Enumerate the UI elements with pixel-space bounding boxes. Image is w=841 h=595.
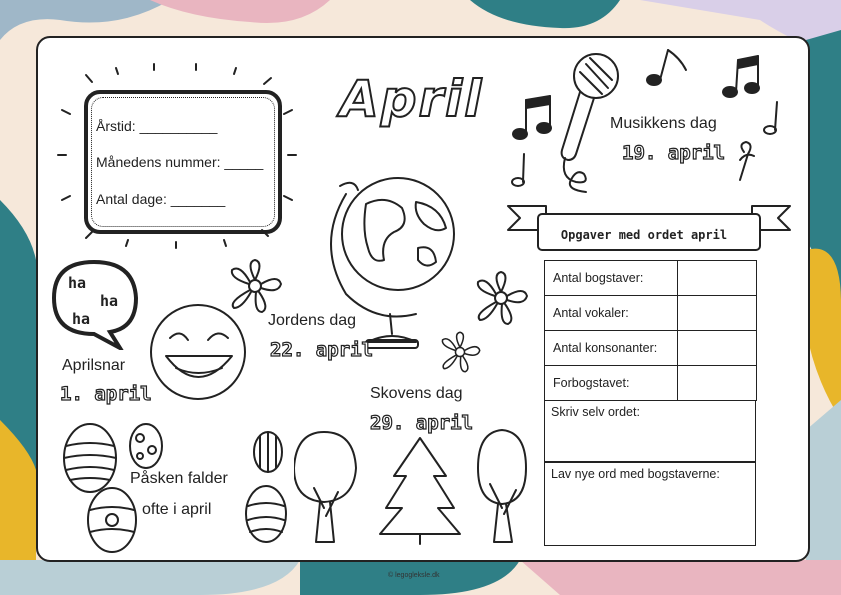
table-row (545, 366, 757, 401)
forest-day-label: Skovens dag (370, 385, 463, 402)
music-day-date: 19. april (622, 142, 725, 164)
easter-label-line1: Påsken falder (130, 470, 228, 487)
easter-label-line2: ofte i april (142, 501, 212, 518)
tasks-table (544, 260, 757, 401)
answer-field[interactable] (678, 296, 757, 331)
table-row (545, 261, 757, 296)
answer-field[interactable] (678, 331, 757, 366)
write-word-label: Skriv selv ordet: (551, 405, 640, 419)
task-label: Antal bogstaver: (545, 261, 678, 296)
earth-day-date: 22. april (270, 339, 373, 361)
footer-credit: © legogleksle.dk (388, 572, 440, 579)
days-field: Antal dage: _______ (96, 191, 226, 207)
ha-text: ha (72, 310, 91, 328)
write-word-box[interactable] (544, 400, 756, 462)
season-field: Årstid: __________ (96, 118, 218, 134)
ha-text: ha (68, 274, 87, 292)
fools-day-label: Aprilsnar (62, 357, 126, 374)
answer-field[interactable] (678, 261, 757, 296)
page-title: April (340, 70, 484, 128)
new-words-label: Lav nye ord med bogstaverne: (551, 467, 720, 481)
flower-icon (438, 330, 482, 374)
new-words-box[interactable] (544, 462, 756, 546)
easter-eggs-icon (244, 430, 288, 546)
trees-icon (294, 428, 544, 546)
task-label: Antal konsonanter: (545, 331, 678, 366)
answer-field[interactable] (678, 366, 757, 401)
speech-bubble-icon (50, 258, 142, 350)
earth-day-label: Jordens dag (268, 312, 357, 329)
music-day-label: Musikkens dag (610, 115, 717, 132)
task-label: Antal vokaler: (545, 296, 678, 331)
month-number-field: Månedens nummer: _____ (96, 154, 264, 170)
flower-icon (472, 270, 530, 326)
table-row (545, 331, 757, 366)
table-row (545, 296, 757, 331)
ha-text: ha (100, 292, 119, 310)
forest-day-date: 29. april (370, 412, 473, 434)
tasks-banner: Opgaver med ordet april (560, 228, 728, 242)
task-label: Forbogstavet: (545, 366, 678, 401)
laughing-face-icon (146, 300, 250, 404)
fools-day-date: 1. april (60, 383, 152, 405)
